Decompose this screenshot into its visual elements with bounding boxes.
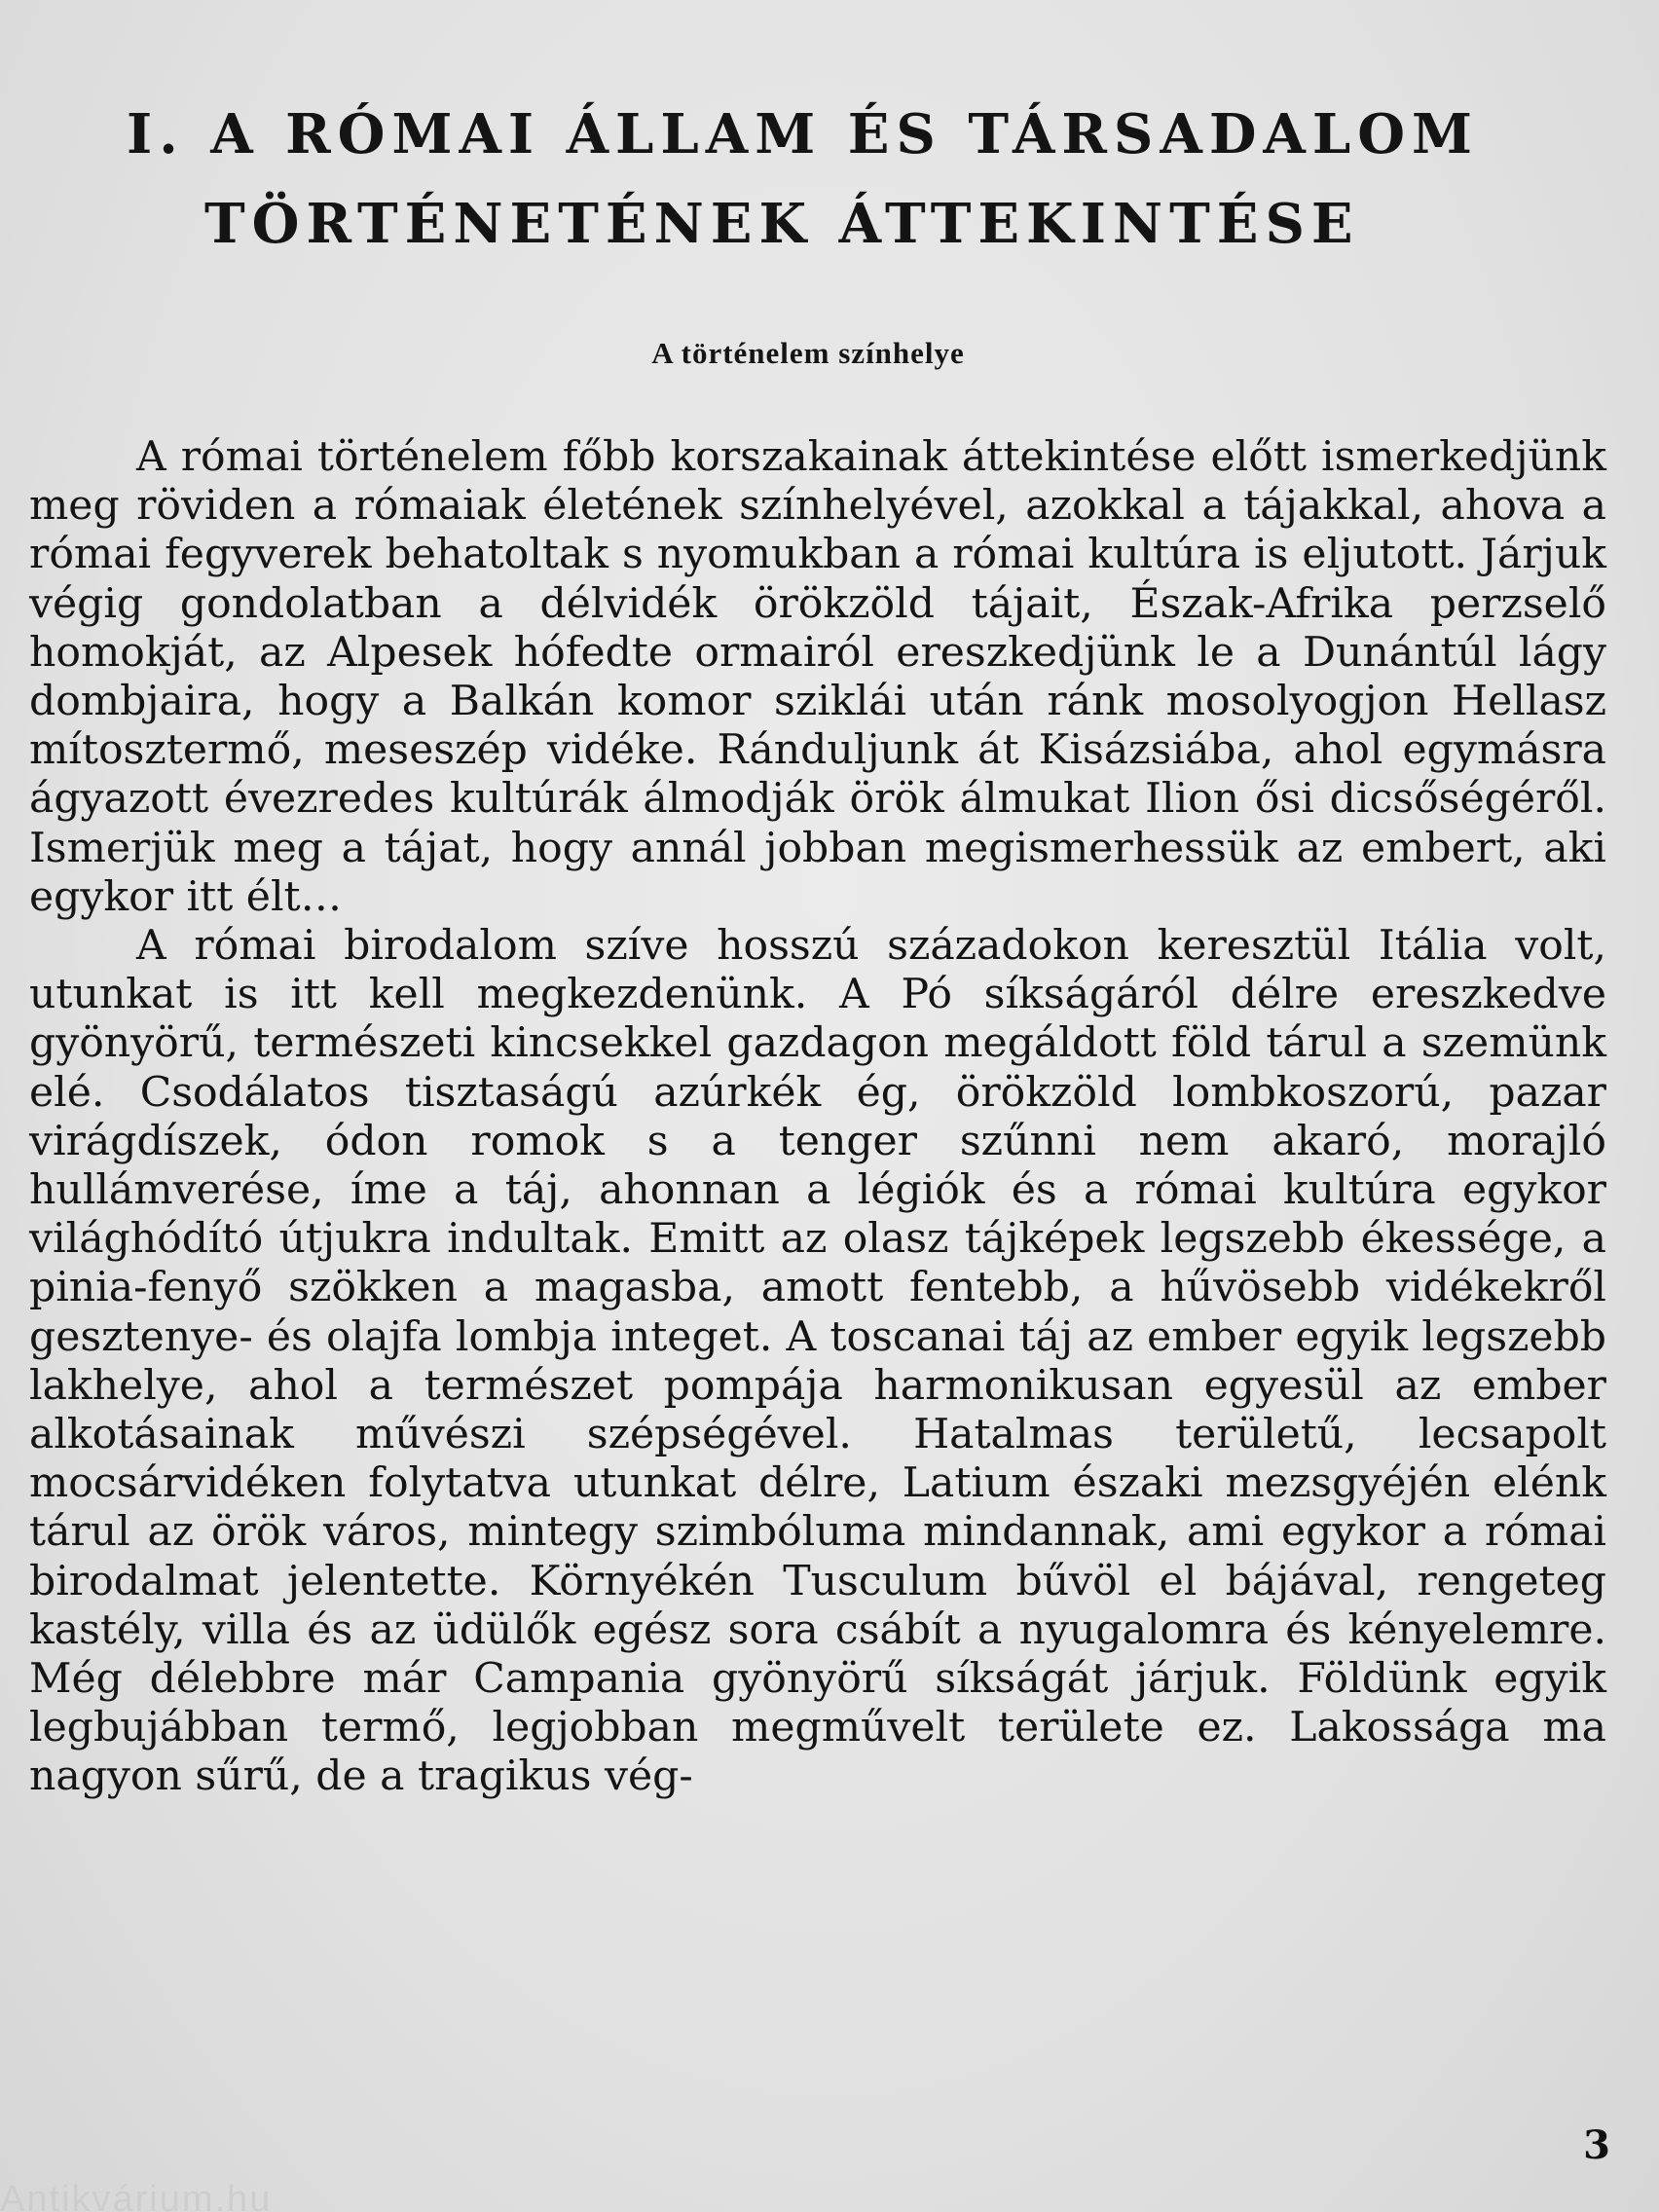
section-heading: A történelem színhelye <box>651 336 965 370</box>
watermark: Antikvárium.hu <box>0 2179 273 2212</box>
chapter-title <box>117 90 1529 269</box>
chapter-title-line-2: TÖRTÉNETÉNEK ÁTTEKINTÉSE <box>204 192 1360 256</box>
body-text <box>29 433 1606 1802</box>
paragraph-2: A római birodalom szíve hosszú századokon keresztül Itália volt, utunkat is itt kell megkezdenünk. A Pó síkságáról délre ereszkedve gyönyörű, természeti kincsekkel gazdagon megáldott föld tárul a szemünk elé. Csodálatos tisztaságú azúrkék ég, örökzöld lombkoszorú, pazar virágdíszek, ódon romok s a tenger szűnni nem akaró, morajló hullámverése, íme a táj, ahonnan a légiók és a római kultúra egykor világhódító útjukra indultak. Emitt az olasz tájképek legszebb ékessége, a pinia-fenyő szökken a magasba, amott fentebb, a hűvösebb vidékekről gesztenye- és olajfa lombja integet. A toscanai táj az ember egyik legszebb lakhelye, ahol a természet pompája harmonikusan egyesül az ember alkotásainak művészi szépségével. Hatalmas területű, lecsapolt mocsárvidéken folytatva utunkat délre, Latium északi mezsgyéjén elénk tárul az örök város, mintegy szimbóluma mindannak, ami egykor a római birodalmat jelentette. Környékén Tusculum bűvöl el bájával, rengeteg kastély, villa és az üdülők egész sora csábít a nyugalomra és kényelemre. Még délebbre már Campania gyönyörű síkságát járjuk. Földünk egyik legbujábban termő, legjobban megművelt területe ez. Lakossága ma nagyon sűrű, de a tragikus vég- <box>29 922 1606 1801</box>
page-number: 3 <box>1583 2122 1610 2168</box>
chapter-title-line-1: I. A RÓMAI ÁLLAM ÉS TÁRSADALOM <box>127 102 1479 166</box>
paragraph-1: A római történelem főbb korszakainak áttekintése előtt ismerkedjünk meg röviden a rómaiak életének színhelyével, azokkal a tájakkal, ahova a római fegyverek behatoltak s nyomukban a római kultúra is eljutott. Járjuk végig gondolatban a délvidék örökzöld tájait, Észak-Afrika perzselő homokját, az Alpesek hófedte ormairól ereszkedjünk le a Dunántúl lágy dombjaira, hogy a Balkán komor sziklái után ránk mosolyogjon Hellasz mítosztermő, meseszép vidéke. Ránduljunk át Kisázsiába, ahol egymásra ágyazott évezredes kultúrák álmodják örök álmukat Ilion ősi dicsőségéről. Ismerjük meg a tájat, hogy annál jobban megismerhessük az embert, aki egykor itt élt… <box>29 433 1606 921</box>
